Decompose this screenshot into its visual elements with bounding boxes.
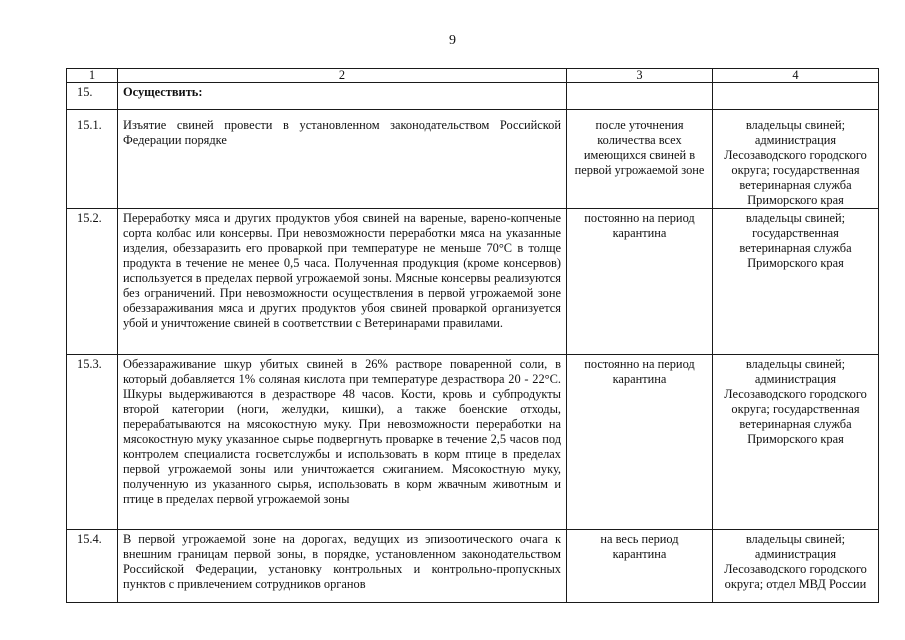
row-number: 15.3. — [67, 355, 118, 530]
table-header-row — [67, 69, 879, 83]
row-responsible: владельцы свиней; администрация Лесозаводского городского округа; государственная ветеринарная служба Приморского края — [713, 110, 879, 209]
column-header-2: 2 — [118, 69, 567, 83]
row-term: постоянно на период карантина — [567, 355, 713, 530]
row-term: после уточнения количества всех имеющихся свиней в первой угрожаемой зоне — [567, 110, 713, 209]
row-number: 15. — [67, 83, 118, 110]
page-number: 9 — [449, 33, 456, 48]
row-responsible — [713, 83, 879, 110]
row-action: Осуществить: — [118, 83, 567, 110]
row-number: 15.1. — [67, 110, 118, 209]
table-row — [67, 355, 879, 530]
column-header-1: 1 — [67, 69, 118, 83]
row-responsible: владельцы свиней; администрация Лесозаводского городского округа; государственная ветеринарная служба Приморского края — [713, 355, 879, 530]
table-row — [67, 209, 879, 355]
row-responsible: владельцы свиней; администрация Лесозаводского городского округа; отдел МВД России — [713, 530, 879, 603]
row-number: 15.4. — [67, 530, 118, 603]
row-action: В первой угрожаемой зоне на дорогах, ведущих из эпизоотического очага к внешним границам первой зоны, в порядке, установленном законодательством Российской Федерации, установку контрольных и контрольно-пропускных пунктов с привлечением сотрудников органов — [118, 530, 567, 603]
measures-table — [66, 68, 879, 603]
row-term: на весь период карантина — [567, 530, 713, 603]
row-term: постоянно на период карантина — [567, 209, 713, 355]
row-number: 15.2. — [67, 209, 118, 355]
row-action: Обеззараживание шкур убитых свиней в 26% растворе поваренной соли, в который добавляется 1% соляная кислота при температуре дезраствора 20 - 22°С. Шкуры выдерживаются в дезрастворе 48 часов. Кости, кровь и субпродукты второй категории (ноги, желудки, кишки), а также боенские отходы, перерабатываются на мясокостную муку. При невозможности переработки на мясокостную муку указанное сырье подвергнуть проварке в течение 2,5 часов под контролем специалиста госветслужбы и использовать в корм птице в пределах первой угрожаемой зоны или уничтожается сжиганием. Мясокостную муку, полученную из указанного сырья, использовать в корм жвачным животным и птице в пределах первой угрожаемой зоны — [118, 355, 567, 530]
table-row — [67, 110, 879, 209]
row-action: Переработку мяса и других продуктов убоя свиней на вареные, варено-копченые сорта колбас или консервы. При невозможности переработки мяса на указанные изделия, обеззаразить его проваркой при температуре не меньше 70°С в толще продукта в течение не менее 0,5 часа. Полученная продукция (кроме консервов) используется в пределах первой угрожаемой зоны. Мясные консервы реализуются без ограничений. При невозможности осуществления в первой угрожаемой зоне обеззараживания мяса и других продуктов убоя свиней проваркой организуется убой и уничтожение свиней в соответствии с Ветеринарами правилами. — [118, 209, 567, 355]
table-row — [67, 530, 879, 603]
column-header-3: 3 — [567, 69, 713, 83]
row-action: Изъятие свиней провести в установленном законодательством Российской Федерации порядке — [118, 110, 567, 209]
table-row — [67, 83, 879, 110]
row-responsible: владельцы свиней; государственная ветеринарная служба Приморского края — [713, 209, 879, 355]
column-header-4: 4 — [713, 69, 879, 83]
row-term — [567, 83, 713, 110]
